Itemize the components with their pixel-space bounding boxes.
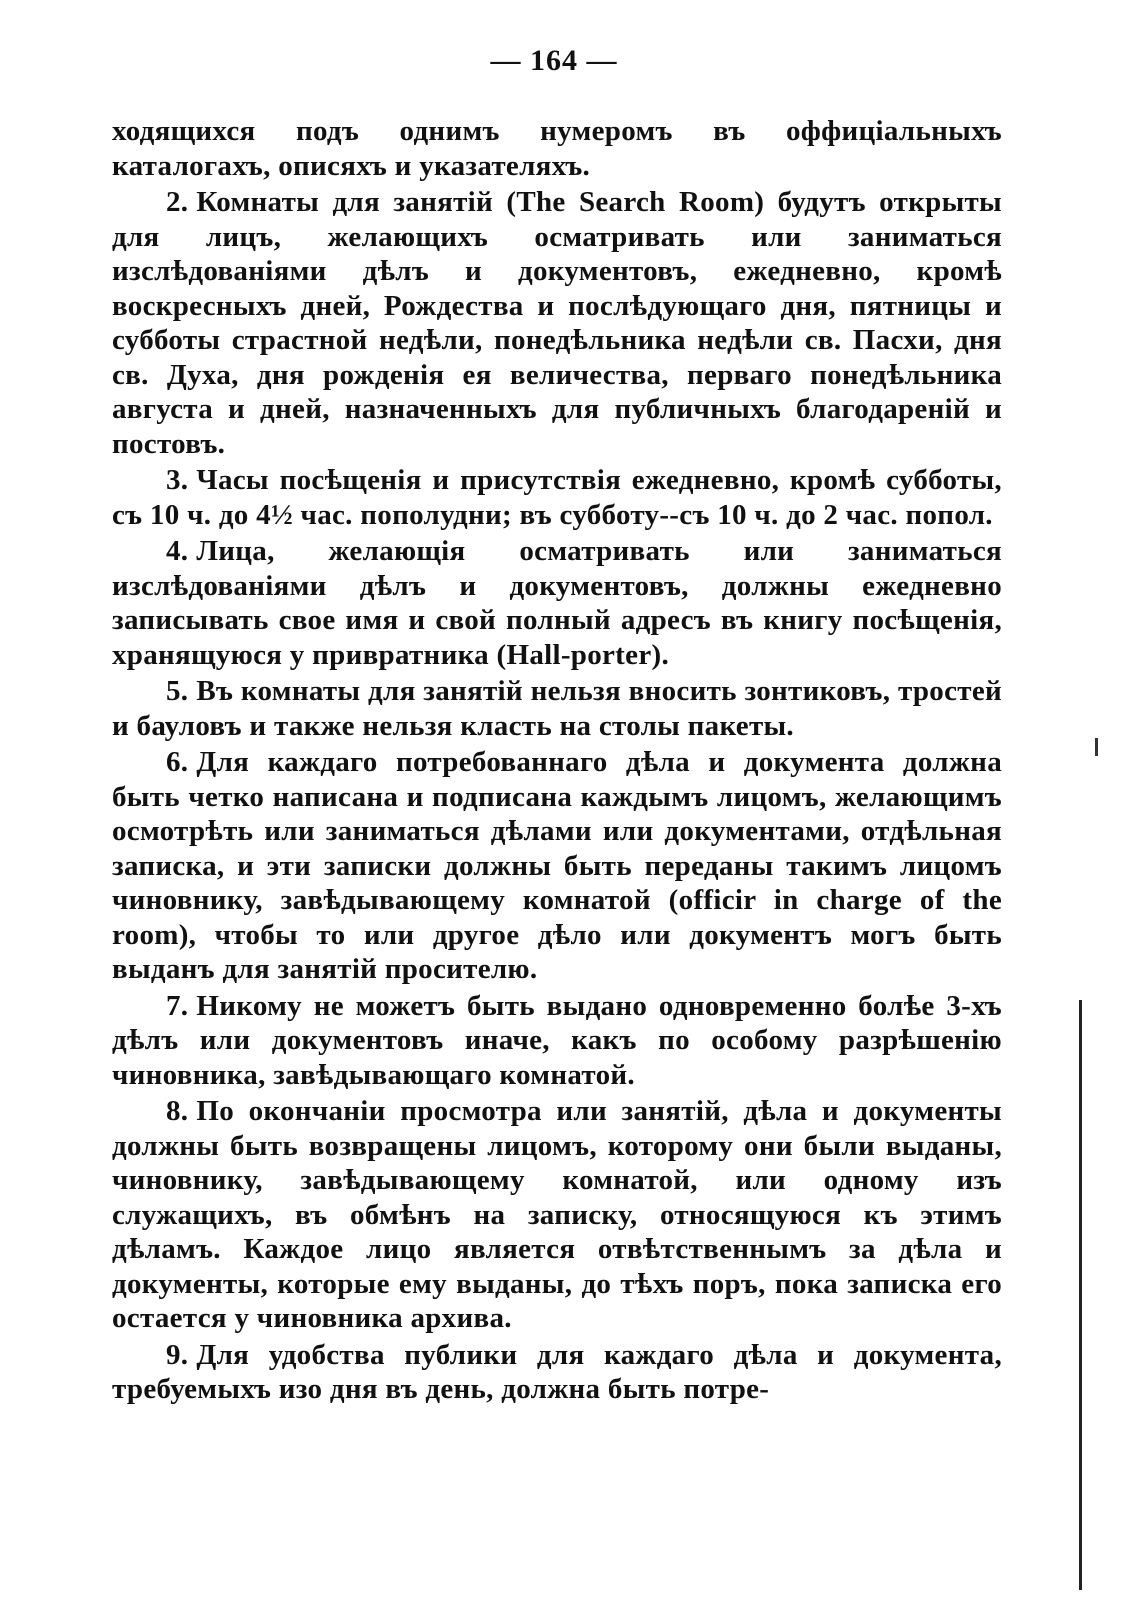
paragraph-number: 7.	[166, 989, 189, 1022]
paragraph-number: 4.	[166, 535, 189, 567]
paragraph-text: По окончаніи просмотра или занятій, дѣла и документы должны быть возвращены лицомъ, которому они были выданы, чиновнику, завѣдывающему комнатой, или одному изъ служащихъ, въ обмѣнъ на записку, относящуюся къ этимъ дѣламъ. Каждое лицо является отвѣтственнымъ за дѣла и документы, которые ему выданы, до тѣхъ поръ, пока записка его остается у чиновника архива.	[112, 1095, 1002, 1334]
paragraph-5	[112, 674, 1002, 743]
scan-edge-line	[1079, 1000, 1082, 1590]
margin-mark	[1095, 738, 1098, 756]
paragraph-number: 3.	[166, 464, 189, 496]
paragraph-number: 8.	[166, 1095, 189, 1127]
paragraph-number: 5.	[166, 675, 189, 707]
paragraph-number: 2.	[166, 186, 189, 218]
paragraph-number: 9.	[166, 1338, 189, 1371]
paragraph-text: Для удобства публики для каждаго дѣла и документа, требуемыхъ изо дня въ день, должна быть потре-	[112, 1338, 1002, 1405]
paragraph-7	[112, 989, 1002, 1093]
paragraph-text: Часы посѣщенія и присутствія ежедневно, кромѣ субботы, съ 10 ч. до 4½ час. пополудни; въ субботу--съ 10 ч. до 2 час. попол.	[112, 464, 1002, 531]
paragraph-3	[112, 463, 1002, 532]
paragraph-text: Въ комнаты для занятій нельзя вносить зонтиковъ, тростей и бауловъ и также нельзя класть на столы пакеты.	[112, 675, 1002, 742]
paragraph-8	[112, 1094, 1002, 1336]
paragraph-9	[112, 1338, 1002, 1407]
paragraph-text: Лица, желающія осматривать или заниматься изслѣдованіями дѣлъ и документовъ, должны ежедневно записывать свое имя и свой полный адресъ въ книгу посѣщенія, хранящуюся у привратника (Hall-porter).	[112, 535, 1002, 671]
paragraph-text: ходящихся подъ однимъ нумеромъ въ оффиціальныхъ каталогахъ, описяхъ и указателяхъ.	[112, 115, 1002, 182]
body-text	[112, 114, 1002, 1409]
paragraph-text: Никому не можетъ быть выдано одновременно болѣе 3-хъ дѣлъ или документовъ иначе, какъ по особому разрѣшенію чиновника, завѣдывающаго комнатой.	[112, 989, 1002, 1091]
paragraph-6	[112, 745, 1002, 987]
paragraph-number: 6.	[166, 746, 189, 778]
page-number: — 164 —	[490, 44, 618, 77]
paragraph-continuation	[112, 114, 1002, 183]
paragraph-4	[112, 534, 1002, 672]
paragraph-text: Для каждаго потребованнаго дѣла и документа должна быть четко написана и подписана каждымъ лицомъ, желающимъ осмотрѣть или заниматься дѣлами или документами, отдѣльная записка, и эти записки должны быть переданы такимъ лицомъ чиновнику, завѣдывающему комнатой (officir in charge of the room), чтобы то или другое дѣло или документъ могъ быть выданъ для занятій просителю.	[112, 746, 1002, 985]
paragraph-text: Комнаты для занятій (The Search Room) будутъ открыты для лицъ, желающихъ осматривать или заниматься изслѣдованіями дѣлъ и документовъ, ежедневно, кромѣ воскресныхъ дней, Рождества и послѣдующаго дня, пятницы и субботы страстной недѣли, понедѣльника недѣли св. Пасхи, дня св. Духа, дня рожденія ея величества, перваго понедѣльника августа и дней, назначенныхъ для публичныхъ благодареній и постовъ.	[112, 186, 1002, 460]
paragraph-2	[112, 185, 1002, 461]
